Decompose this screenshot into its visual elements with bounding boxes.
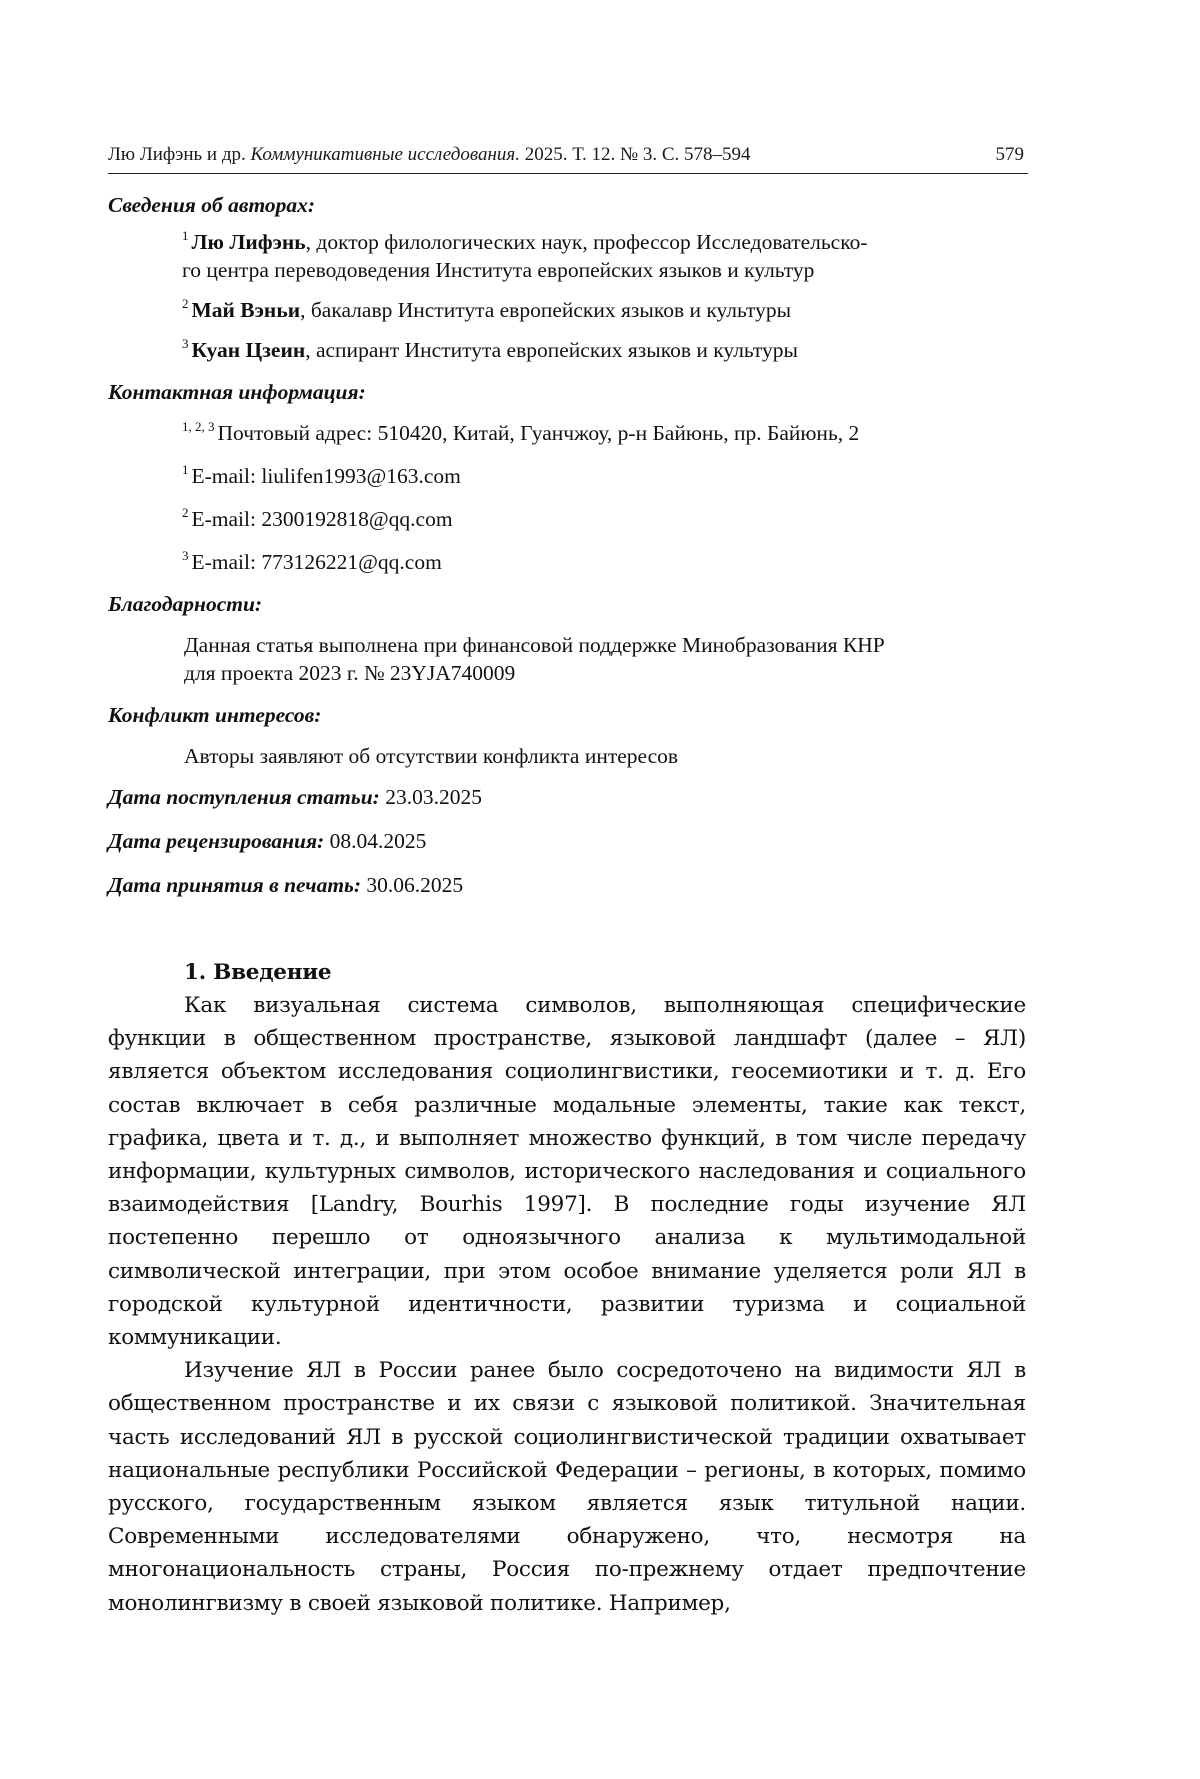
author-name: Куан Цзеин [191,338,306,362]
footnote-marker: 3 [182,548,189,563]
date-received [108,783,1028,811]
paragraph-1: Как визуальная система символов, выполняющая специфические функции в общественном пространстве, языковой ландшафт (далее – ЯЛ) является объектом исследования социолингвистики, геосемиотики и т. д. Его состав включает в себя различные модальные элементы, такие как текст, графика, цвета и т. д., и выполняет множество функций, в том числе передачу информации, культурных символов, исторического наследования и социального взаимодействия [Landry, Bourhis 1997]. В последние годы изучение ЯЛ постепенно перешло от одноязычного анализа к мультимодальной символической интеграции, при этом особое внимание уделяется роли ЯЛ в городской культурной идентичности, развитии туризма и социальной коммуникации. [108,993,1026,1351]
author-description: , доктор филологических наук, профессор Исследовательско- [305,230,868,254]
footnote-marker: 2 [182,505,189,520]
date-received-label: Дата поступления статьи: [108,785,380,809]
header-citation: 2025. Т. 12. № 3. С. 578–594 [524,144,751,165]
author-1 [108,228,1028,256]
author-name: Май Вэньи [191,298,301,322]
acknowledgments-title: Благодарности: [108,592,263,616]
email-2 [108,505,1028,533]
email-text: E-mail: 773126221@qq.com [191,550,442,574]
email-3 [108,548,1028,576]
author-description: , бакалавр Института европейских языков и культуры [300,298,792,322]
author-1-continued: го центра переводоведения Института европейских языков и культур [182,258,815,282]
postal-address [108,419,1028,447]
author-description: , аспирант Института европейских языков и культуры [305,338,798,362]
conflict-text: Авторы заявляют об отсутствии конфликта интересов [184,744,679,768]
author-2 [108,296,1028,324]
email-1 [108,462,1028,490]
date-accepted-label: Дата принятия в печать: [108,873,362,897]
date-reviewed-label: Дата рецензирования: [108,829,325,853]
author-name: Лю Лифэнь [191,230,306,254]
article-metadata [108,191,1028,899]
date-accepted-value: 30.06.2025 [361,873,464,897]
header-authors: Лю Лифэнь и др. [108,144,246,165]
contact-section-title: Контактная информация: [108,380,366,404]
footnote-marker: 1 [182,462,189,477]
footnote-marker: 2 [182,296,189,311]
email-text: E-mail: 2300192818@qq.com [191,507,453,531]
footnote-marker: 3 [182,336,189,351]
address-text: Почтовый адрес: 510420, Китай, Гуанчжоу, р-н Байюнь, пр. Байюнь, 2 [217,421,860,445]
author-3 [108,336,1028,364]
page-number: 579 [995,144,1024,165]
date-reviewed-value: 08.04.2025 [324,829,427,853]
authors-section-title: Сведения об авторах: [108,193,316,217]
article-body [108,956,1026,1620]
date-received-value: 23.03.2025 [379,785,482,809]
email-text: E-mail: liulifen1993@163.com [191,464,461,488]
section-heading-introduction: 1. Введение [184,960,332,985]
date-accepted [108,871,1028,899]
running-header [108,144,1028,174]
running-header-citation [108,144,751,166]
footnote-marker: 1 [182,228,189,243]
conflict-title: Конфликт интересов: [108,703,322,727]
header-journal: Коммуникативные исследования. [250,144,520,165]
acknowledgments-line-2: для проекта 2023 г. № 23YJA740009 [184,661,516,685]
footnote-marker: 1, 2, 3 [182,419,215,434]
acknowledgments-line-1: Данная статья выполнена при финансовой поддержке Минобразования КНР [184,633,885,657]
paragraph-2: Изучение ЯЛ в России ранее было сосредоточено на видимости ЯЛ в общественном пространстве и их связи с языковой политикой. Значительная часть исследований ЯЛ в русской социолингвистической традиции охватывает национальные республики Российской Федерации – регионы, в которых, помимо русского, государственным языком является язык титульной нации. Современными исследователями обнаружено, что, несмотря на многонациональность страны, Россия по-прежнему отдает предпочтение монолингвизму в своей языковой политике. Например, [108,1358,1026,1616]
date-reviewed [108,827,1028,855]
